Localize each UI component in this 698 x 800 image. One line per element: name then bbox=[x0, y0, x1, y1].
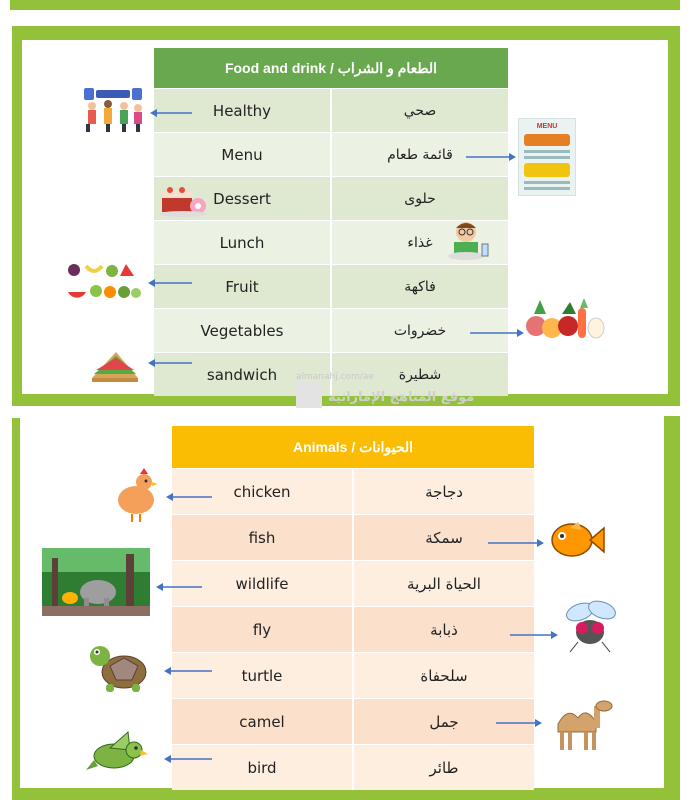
arrow-left-icon bbox=[150, 106, 192, 120]
arrow-right-icon bbox=[510, 628, 558, 642]
arrow-right-icon bbox=[470, 326, 524, 340]
animal-word-ar: دجاجة bbox=[425, 482, 463, 501]
food-panel-border-right bbox=[668, 26, 680, 406]
food-word-en: Menu bbox=[154, 133, 332, 176]
table-row bbox=[154, 264, 508, 308]
arrow-right-icon bbox=[466, 150, 516, 164]
vegetables-illustration bbox=[526, 296, 612, 346]
animal-word-ar: سلحفاة bbox=[420, 666, 468, 685]
animal-word-en: bird bbox=[172, 745, 354, 790]
table-row bbox=[172, 652, 534, 698]
watermark-logo bbox=[296, 382, 322, 408]
animals-table-header: Animals / الحيوانات bbox=[172, 426, 534, 468]
animal-word-en: turtle bbox=[172, 653, 354, 698]
fly-illustration bbox=[558, 598, 622, 656]
lunch-boy-illustration bbox=[442, 218, 492, 262]
animal-word-ar: جمل bbox=[429, 712, 459, 731]
food-word-en: Healthy bbox=[154, 89, 332, 132]
arrow-left-icon bbox=[164, 752, 212, 766]
food-word-en: Dessert bbox=[154, 177, 332, 220]
fish-illustration bbox=[548, 518, 606, 562]
animal-word-ar: طائر bbox=[429, 758, 459, 777]
arrow-right-icon bbox=[488, 536, 544, 550]
table-row bbox=[154, 88, 508, 132]
table-row bbox=[172, 468, 534, 514]
food-panel-border-left bbox=[12, 26, 22, 406]
table-row bbox=[172, 606, 534, 652]
food-word-ar: خضروات bbox=[393, 322, 447, 339]
table-row bbox=[172, 744, 534, 790]
food-word-ar: حلوى bbox=[404, 190, 436, 207]
animal-word-ar: سمكة bbox=[425, 528, 463, 547]
food-word-en: Vegetables bbox=[154, 309, 332, 352]
table-row bbox=[154, 132, 508, 176]
dessert-illustration bbox=[156, 182, 210, 218]
table-row bbox=[172, 514, 534, 560]
arrow-left-icon bbox=[166, 490, 212, 504]
animal-word-ar: الحياة البرية bbox=[407, 574, 481, 593]
arrow-left-icon bbox=[148, 276, 192, 290]
food-word-ar: فاكهة bbox=[404, 278, 436, 295]
menu-card-title: MENU bbox=[536, 123, 558, 130]
watermark-name: موقع المناهج الإماراتية bbox=[328, 390, 475, 405]
food-word-ar: شطيرة bbox=[398, 366, 442, 383]
chicken-illustration bbox=[110, 466, 160, 524]
animals-panel-border-right bbox=[664, 416, 680, 800]
food-panel-border-top bbox=[12, 26, 680, 40]
food-word-en: Fruit bbox=[154, 265, 332, 308]
fruits-illustration bbox=[66, 262, 144, 302]
top-frame-bar bbox=[10, 0, 680, 10]
menu-card-illustration bbox=[518, 118, 576, 196]
table-row bbox=[172, 698, 534, 744]
arrow-right-icon bbox=[496, 716, 542, 730]
animal-word-en: camel bbox=[172, 699, 354, 744]
watermark-url: almanahj.com/ae bbox=[296, 372, 374, 382]
animal-word-en: chicken bbox=[172, 469, 354, 514]
wildlife-illustration bbox=[42, 548, 150, 616]
animal-word-en: fish bbox=[172, 515, 354, 560]
food-word-ar: قائمة طعام bbox=[387, 146, 453, 163]
arrow-left-icon bbox=[164, 664, 212, 678]
animal-word-en: wildlife bbox=[172, 561, 354, 606]
table-row bbox=[154, 308, 508, 352]
table-row bbox=[172, 560, 534, 606]
turtle-illustration bbox=[88, 640, 152, 694]
animals-panel-border-left bbox=[12, 418, 20, 800]
animal-word-ar: ذبابة bbox=[430, 620, 458, 639]
food-word-ar: غذاء bbox=[407, 234, 433, 251]
sandwich-illustration bbox=[88, 348, 142, 386]
healthy-people-illustration bbox=[78, 84, 150, 134]
food-word-en: Lunch bbox=[154, 221, 332, 264]
food-table-header: Food and drink / الطعام و الشراب bbox=[154, 48, 508, 88]
animal-word-en: fly bbox=[172, 607, 354, 652]
food-word-en: sandwich bbox=[154, 353, 332, 396]
arrow-left-icon bbox=[156, 580, 202, 594]
animals-table bbox=[172, 426, 534, 790]
camel-illustration bbox=[544, 696, 616, 752]
bird-illustration bbox=[84, 730, 150, 778]
food-word-ar: صحي bbox=[403, 102, 437, 119]
arrow-left-icon bbox=[148, 356, 192, 370]
